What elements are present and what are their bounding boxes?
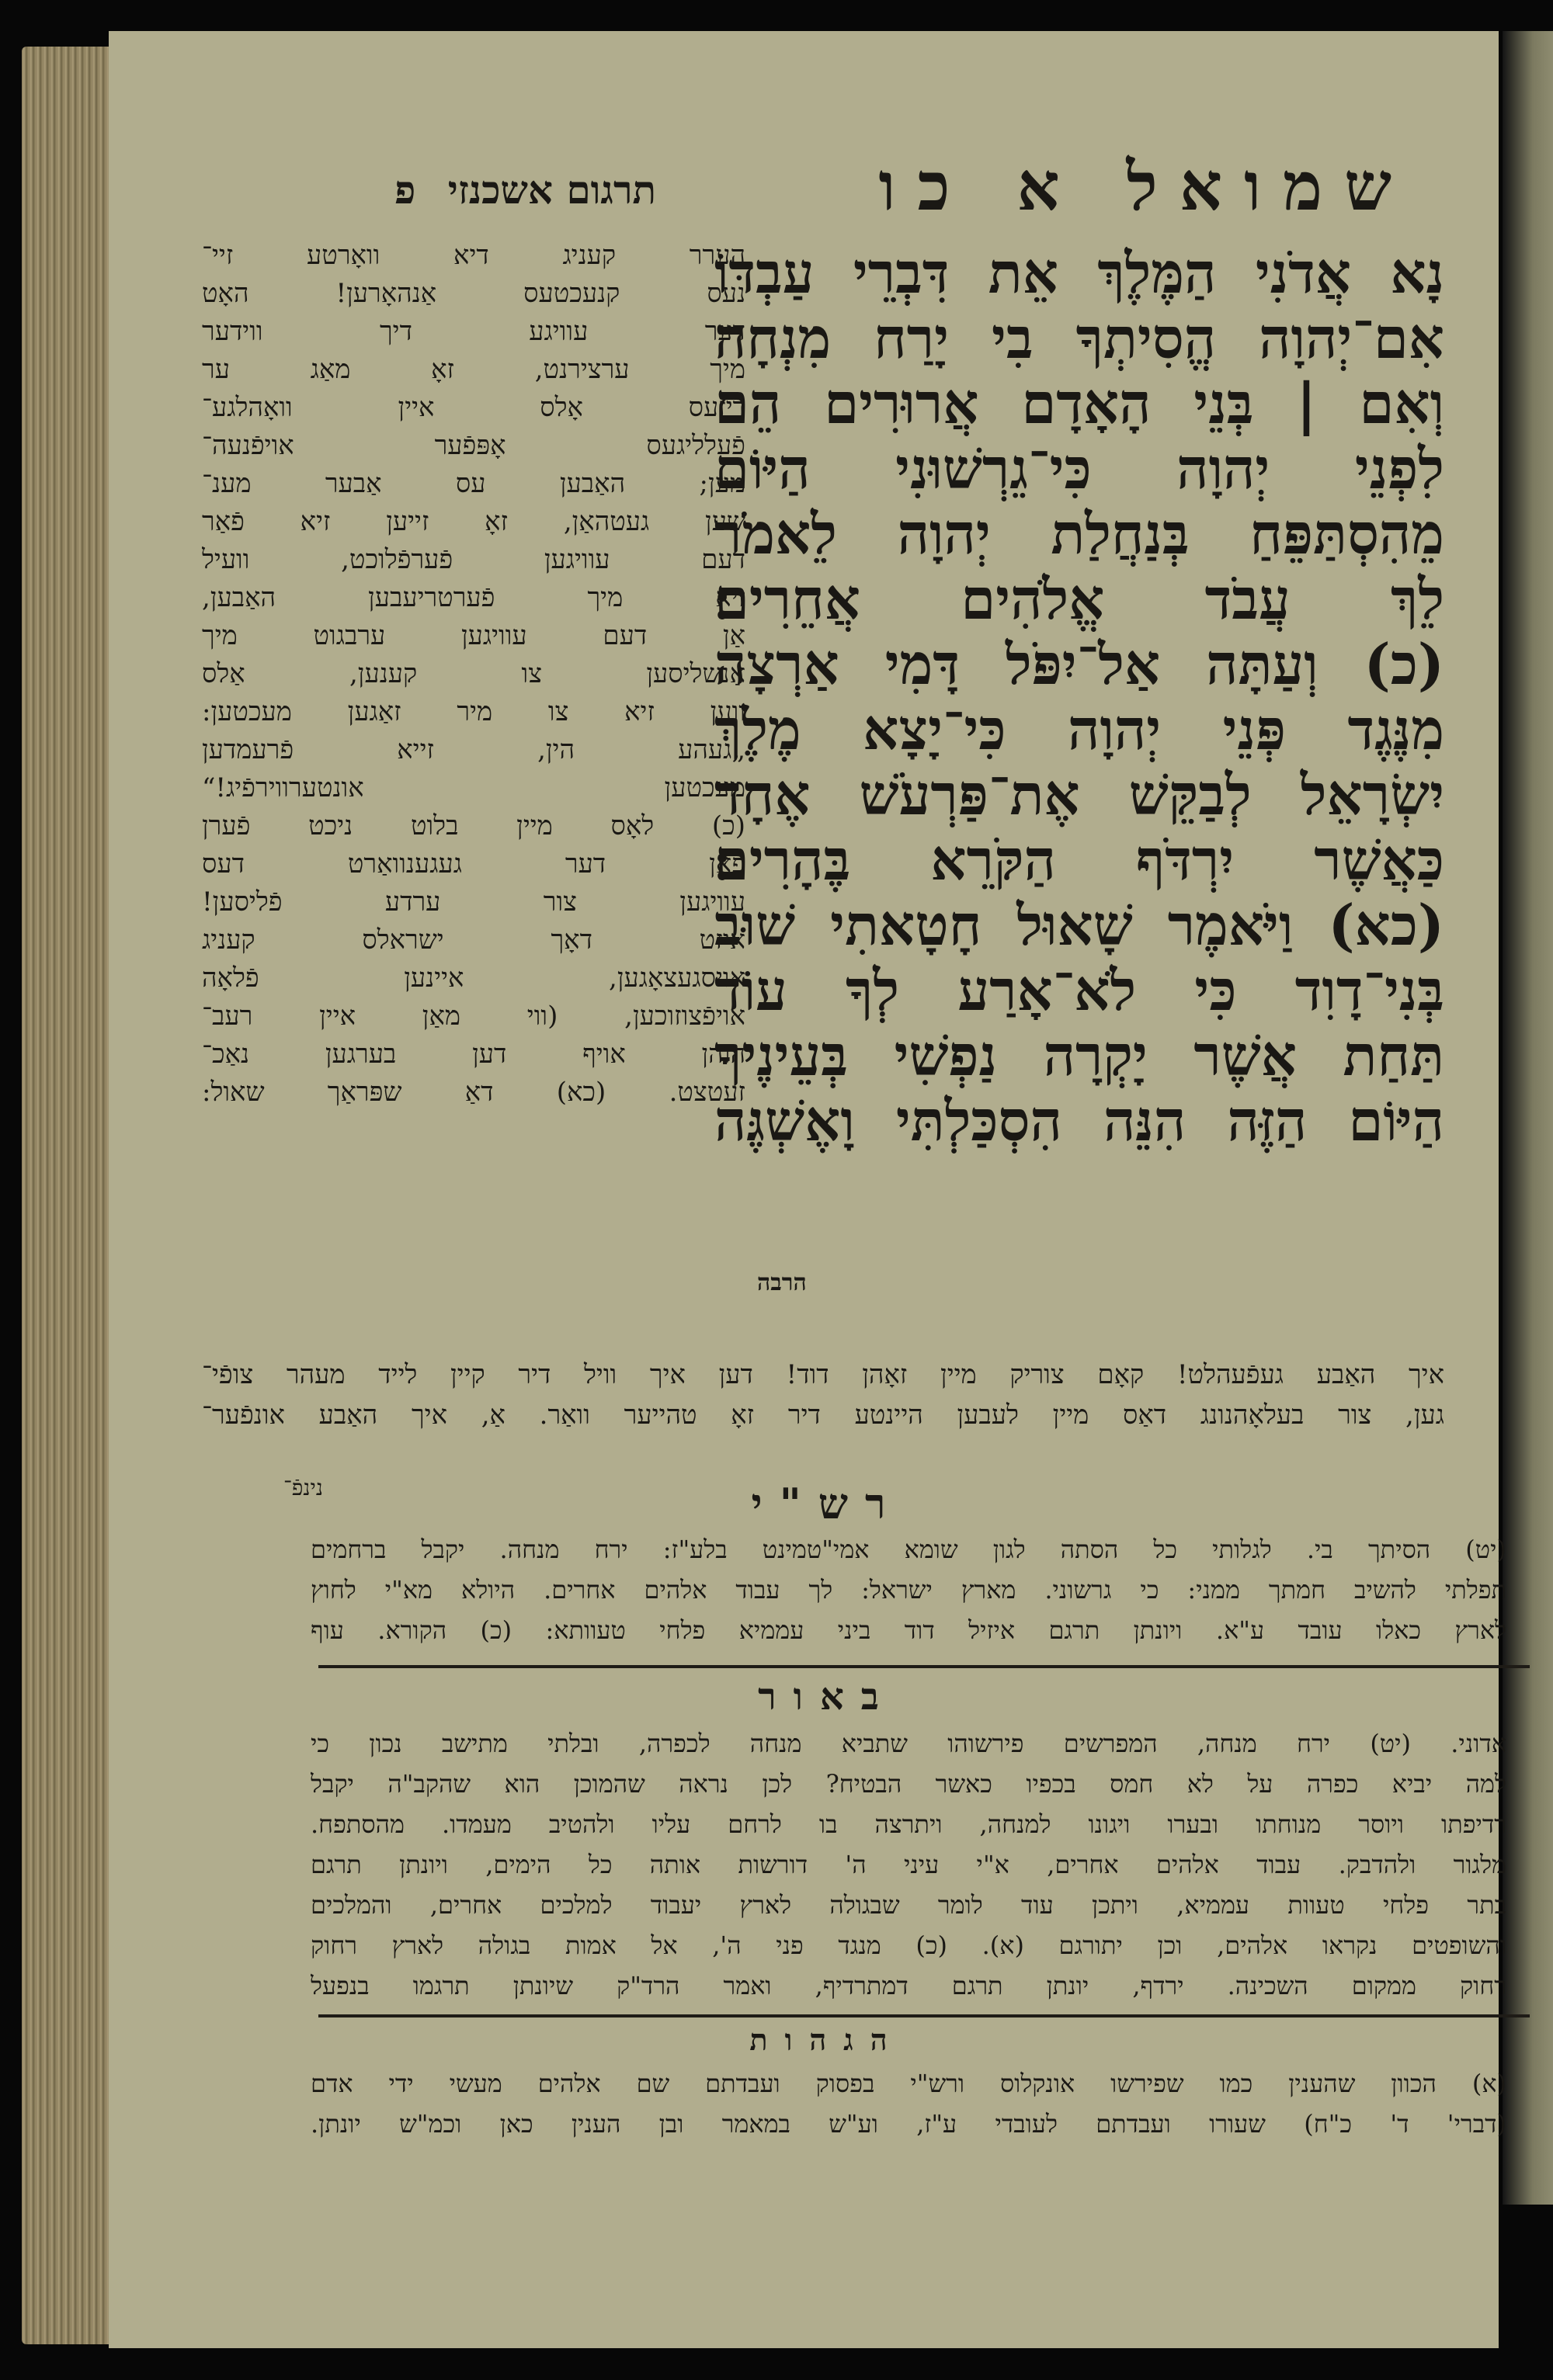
translation-line: מיך ערצירנט, זאָ מאַג ער	[202, 354, 745, 385]
translation-line: הוהן אויף דען בערגען נאַכ־	[202, 1039, 745, 1070]
facing-page-strip	[1503, 31, 1553, 2205]
translation-wide-line: גען, צור בעלאָהנונג דאַס מיין לעבען היינטע דיר זאָ טהייער וואַר. אַ, איך האַבע אונפֿער־	[202, 1400, 1444, 1431]
translation-line: נעס קנעכטעס אַנהאָרען! האָט	[202, 278, 745, 309]
hagahot-line: (א) הכוון שהענין כמו שפירשו אונקלוס ורש"י בפסוק ועבדתם שם אלהים מעשי ידי אדם	[311, 2069, 1506, 2098]
beur-line: מלגור ולהדבק. עבוד אלהים אחרים, א"י עיני ה' דורשות אותה כל הימים, ויונתן תרגם	[311, 1850, 1506, 1879]
section-divider	[318, 2014, 1530, 2017]
translation-column	[202, 237, 745, 1112]
page-letter: פ	[394, 167, 416, 213]
main-text-line: (כ) וְעַתָּה אַל־יִפֹּל דָּמִי אַרְצָה	[714, 632, 1444, 697]
translation-line: דער עוויגע דיך ווידער	[202, 316, 745, 347]
translation-line: ווען זיא צו מיר זאַגען מעכטען:	[202, 696, 745, 727]
main-text-line: כַּאֲשֶׁר יִרְדֹּף הַקֹּרֵא בֶּהָרִים׃	[714, 827, 1444, 893]
rashi-line: (יט) הסיתך בי. לגלותי כל הסתה לגון שומא אמי"טמינט בלע"ז: ירח מנחה. יקבל ברחמים	[311, 1535, 1506, 1564]
main-hebrew-text	[714, 241, 1444, 1154]
hagahot-notes	[311, 2063, 1506, 2144]
translation-wide-lines	[202, 1355, 1444, 1435]
beur-commentary	[311, 1723, 1506, 2006]
translation-line: דיזעס אָלס איין וואָהלגע־	[202, 392, 745, 423]
main-text-line: נָא אֲדֹנִי הַמֶּלֶךְ אֵת דִּבְרֵי עַבְדּוֹ	[714, 241, 1444, 306]
translation-line: דעם עוויגען פֿערפֿלוכט, וועיל	[202, 544, 745, 575]
rashi-line: תפלתי להשיב חמתך ממני: כי גרשוני. מארץ ישראל: לך עבוד אלהים אחרים. היולא מא"י לחוץ	[311, 1575, 1506, 1605]
rashi-line: לארץ כאלו עובד ע"א. ויונתן תרגם איזיל דוד ביני עממיא פלחי טעוותא: (כ) הקורא. עוף	[311, 1615, 1506, 1645]
translation-catchword: נינפֿ־	[283, 1475, 323, 1501]
main-text-line: תַּחַת אֲשֶׁר יָקְרָה נַפְשִׁי בְּעֵינֶיךָ	[714, 1023, 1444, 1088]
translation-line: זעטצט. (כא) דאַ שפּראַך שאול:	[202, 1077, 745, 1108]
beur-heading: באור	[758, 1675, 896, 1719]
beur-line: רחוק ממקום השכינה. ירדף, יונתן תרגם דמתרדיף, ואמר הרד"ק שיונתן תרגמו בנפעל	[311, 1971, 1506, 2000]
main-text-line: בְּנִי־דָוִד כִּי לֹא־אָרַע לְךָ עוֹד	[714, 958, 1444, 1023]
section-divider	[318, 1665, 1530, 1668]
main-text-line: מֵהִסְתַּפֵּחַ בְּנַחֲלַת יְהוָה לֵאמֹר	[714, 501, 1444, 567]
translation-header-title: תרגום אשכנזי	[447, 167, 656, 213]
beur-line: למה יביא כפרה על לא חמס בכפיו כאשר הבטיח? לכן נראה שהמוכן הוא שהקב"ה יקבל	[311, 1769, 1506, 1799]
book-page	[109, 31, 1506, 2348]
main-text-line: לֵךְ עֲבֹד אֱלֹהִים אֲחֵרִים׃	[714, 567, 1444, 632]
translation-line: (כ) לאָס מיין בלוט ניכט פֿערן	[202, 810, 745, 841]
translation-line: אויסגעצאָגען, איינען פֿלאָה	[202, 963, 745, 994]
translation-line: איזט דאָך ישראלס קעניג	[202, 925, 745, 956]
translation-line: מען; האַבען עס אַבער מענ־	[202, 468, 745, 499]
translation-line: עוויגען צור ערדע פֿליסען!	[202, 886, 745, 918]
beur-line: אדוני. (יט) ירח מנחה, המפרשים פירשוהו שתביא מנחה לכפרה, ובלתי מתישב נכון כי	[311, 1729, 1506, 1758]
translation-line: הערר קעניג דיא וואָרטע זיי־	[202, 240, 745, 271]
translation-line: אַן דעם עוויגען ערבגוט מיך	[202, 620, 745, 651]
translation-line: אַנשליסען צו קענען, אַלס	[202, 658, 745, 689]
running-header-translation	[221, 167, 656, 213]
rashi-commentary	[311, 1529, 1506, 1650]
translation-line: פֿעלליגעס אָפּפֿער אויפֿנעה־	[202, 430, 745, 461]
translation-line: שען געטהאַן, זאָ זייען זיא פֿאַר	[202, 506, 745, 537]
main-text-line: וְאִם | בְּנֵי הָאָדָם אֲרוּרִים הֵם	[714, 371, 1444, 436]
main-text-line: יִשְׂרָאֵל לְבַקֵּשׁ אֶת־פַּרְעֹשׁ אֶחָד	[714, 762, 1444, 827]
translation-line: פֿאָן דער געגענוואַרט דעס	[202, 848, 745, 879]
translation-line: זיא מיך פֿערטריעבען האַבען,	[202, 582, 745, 613]
translation-line: מעכטען אונטערווירפֿיג!“	[202, 772, 745, 803]
book-page-edges	[22, 47, 115, 2344]
beur-line: והשופטים נקראו אלהים, וכן יתורגם (א). (כ) מנגד פני ה', אל אמות בגולה לארץ רחוק	[311, 1931, 1506, 1960]
main-text-line: הַיּוֹם הַזֶּה הִנֵּה הִסְכַּלְתִּי וָאֶשְׁגֶּה	[714, 1088, 1444, 1154]
beur-line: בתר פלחי טעוות עממיא, ויתכן עוד לומר שבגולה לארץ יעבוד למלכים אחרים, והמלכים	[311, 1890, 1506, 1920]
main-text-line: לִפְנֵי יְהוָה כִּי־גֵרְשׁוּנִי הַיּוֹם	[714, 436, 1444, 501]
translation-wide-line: איך האַבע געפֿעהלט! קאָם צוריק מיין זאָהן דוד! דען איך וויל דיר קיין לייד מעהר צופֿי־	[202, 1359, 1444, 1390]
rashi-heading: רש"י	[751, 1479, 903, 1528]
main-text-line: אִם־יְהוָה הֱסִיתְךָ בִי יָרַח מִנְחָה	[714, 306, 1444, 371]
beur-line: רדיפתו ויוסר מנוחתו ובערו ויגונו למנחה, ויתרצה בו לרחם עליו ולהטיב מעמדו. מהסתפח.	[311, 1809, 1506, 1839]
translation-line: אויפֿצוזוכען, (ווי מאַן איין רעב־	[202, 1001, 745, 1032]
hagahot-heading: הגהות	[749, 2022, 905, 2057]
running-header-book: שמואל א כו	[878, 147, 1413, 226]
hagahot-line: (דברי' ד' כ"ח) שעורו ועבדתם לעובדי ע"ז, וע"ש במאמר ובן הענין כאן וכמ"ש יונתן.	[311, 2109, 1506, 2139]
main-catchword: הרבה	[757, 1269, 807, 1296]
main-text-line: מִנֶּגֶד פְּנֵי יְהוָה כִּי־יָצָא מֶלֶךְ	[714, 697, 1444, 762]
main-text-line: (כא) וַיֹּאמֶר שָׁאוּל חָטָאתִי שׁוּב	[714, 893, 1444, 958]
translation-line: „געהע הין, זייא פֿרעמדען	[202, 734, 745, 765]
